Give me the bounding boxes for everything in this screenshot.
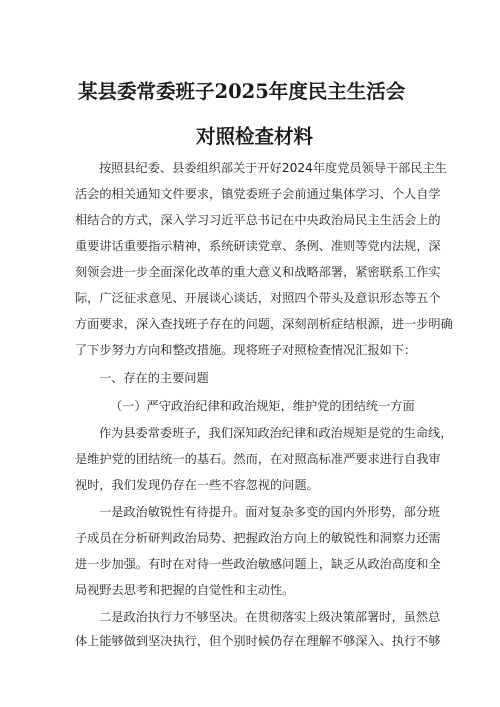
body-line: 了下步努力方向和整改措施。现将班子对照检查情况汇报如下： bbox=[75, 343, 417, 357]
subsection-heading: （一）严守政治纪律和政治规矩，维护党的团结统一方面 bbox=[110, 399, 415, 413]
body-line: 刻领会进一步全面深化改革的重大意义和战略部署，紧密联系工作实 bbox=[75, 265, 441, 279]
document-title-line-1: 某县委常委班子2025年度民主生活会 bbox=[78, 80, 406, 103]
section-heading: 一、存在的主要问题 bbox=[99, 371, 209, 385]
body-line: 是维护党的团结统一的基石。然而，在对照高标准严要求进行自我审 bbox=[75, 452, 441, 466]
body-line: 相结合的方式，深入学习习近平总书记在中央政治局民主生活会上的 bbox=[75, 213, 441, 227]
body-line: 二是政治执行力不够坚决。在贯彻落实上级决策部署时，虽然总 bbox=[99, 610, 441, 624]
body-line: 一是政治敏锐性有待提升。面对复杂多变的国内外形势，部分班 bbox=[99, 505, 441, 519]
body-line: 进一步加强。有时在对待一些政治敏感问题上，缺乏从政治高度和全 bbox=[75, 557, 441, 571]
body-line: 按照县纪委、县委组织部关于开好2024年度党员领导干部民主生 bbox=[99, 161, 447, 175]
body-line: 子成员在分析研判政治局势、把握政治方向上的敏锐性和洞察力还需 bbox=[75, 531, 441, 545]
body-line: 视时，我们发现仍存在一些不容忽视的问题。 bbox=[75, 478, 319, 492]
body-line: 活会的相关通知文件要求，镇党委班子会前通过集体学习、个人自学 bbox=[75, 187, 441, 201]
body-line: 作为县委常委班子，我们深知政治纪律和政治规矩是党的生命线， bbox=[99, 426, 453, 440]
body-line: 体上能够做到坚决执行，但个别时候仍存在理解不够深入、执行不够 bbox=[75, 634, 441, 648]
body-line: 局视野去思考和把握的自觉性和主动性。 bbox=[75, 583, 295, 597]
body-line: 方面要求，深入查找班子存在的问题，深刻剖析症结根源，进一步明确 bbox=[75, 317, 453, 331]
body-line: 际，广泛征求意见、开展谈心谈话，对照四个带头及意识形态等五个 bbox=[75, 291, 441, 305]
body-line: 重要讲话重要指示精神，系统研读党章、条例、准则等党内法规，深 bbox=[75, 239, 441, 253]
document-title-line-2: 对照检查材料 bbox=[196, 125, 314, 148]
